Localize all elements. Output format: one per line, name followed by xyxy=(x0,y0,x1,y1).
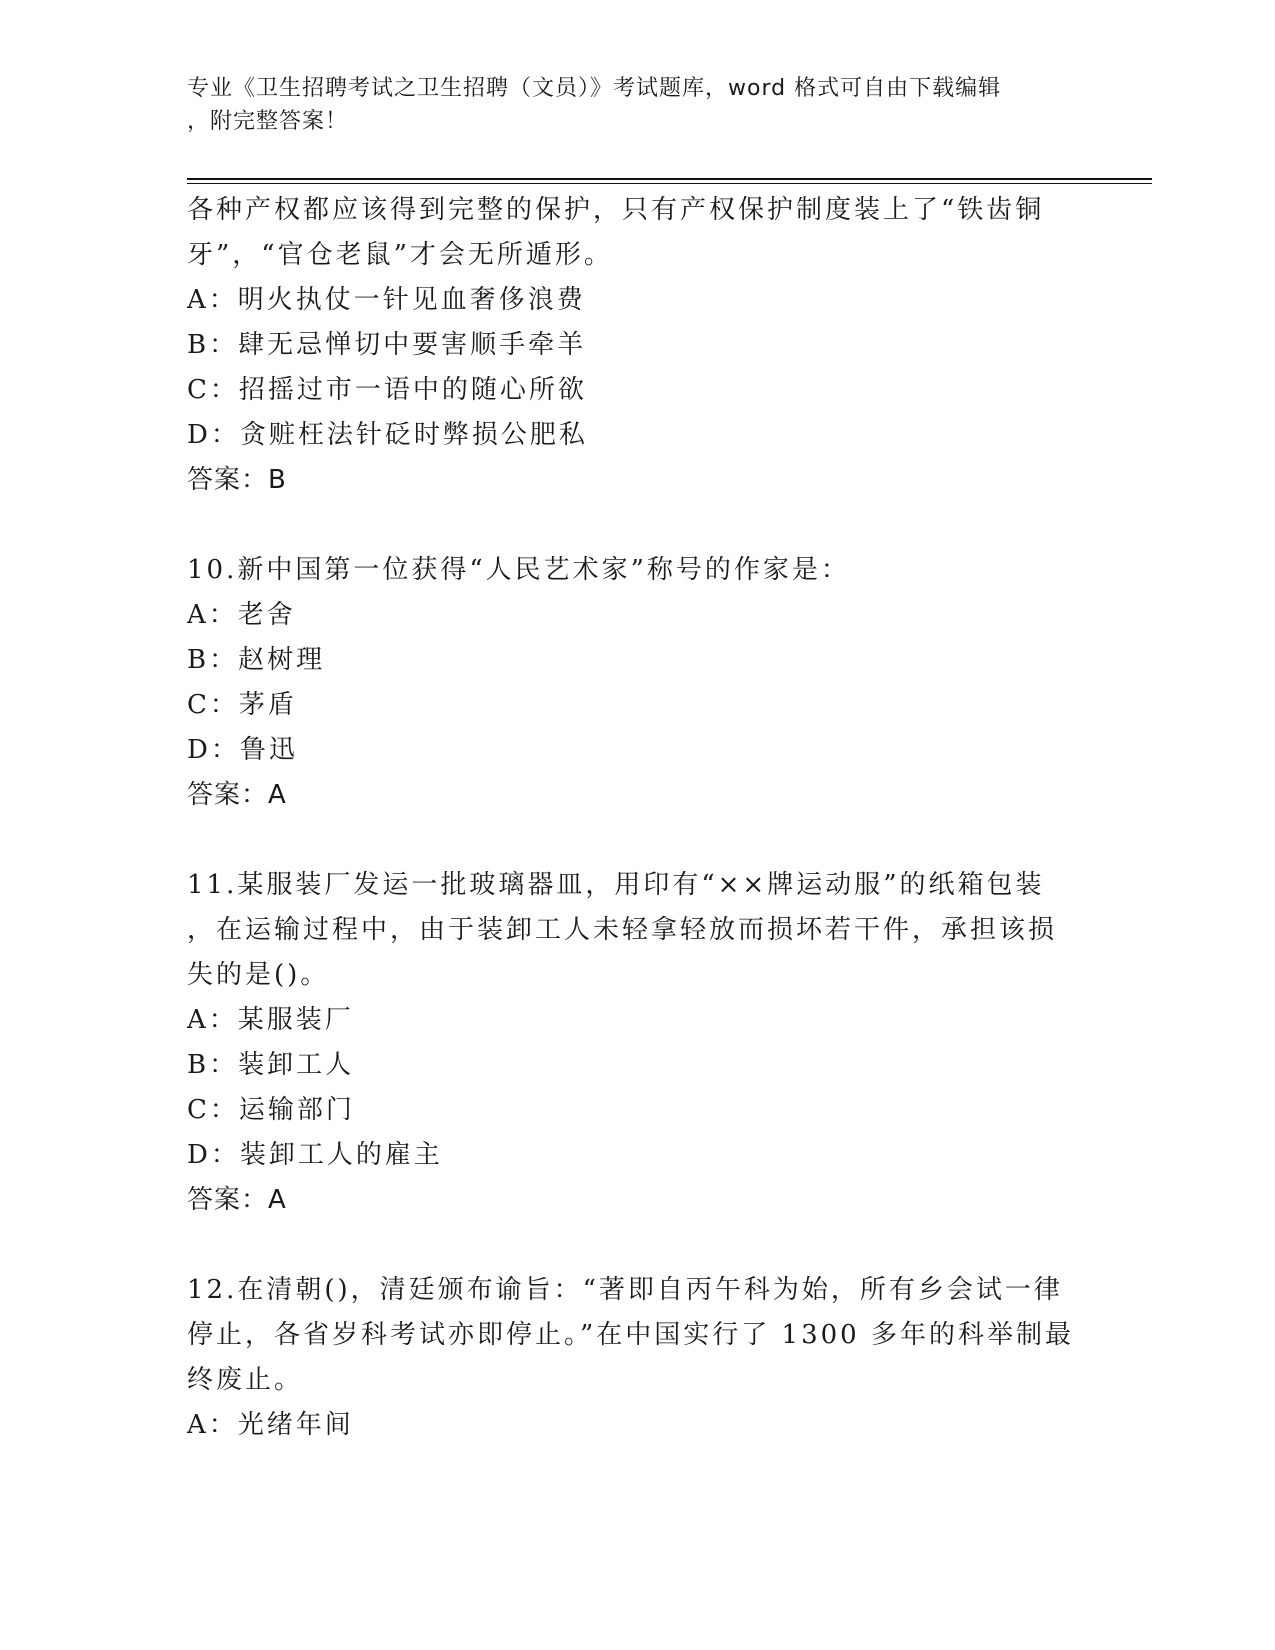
question-9-option-d: D：贪赃枉法针砭时弊损公肥私 xyxy=(187,420,588,450)
question-12-stem-line-2: 停止，各省岁科考试亦即停止。”在中国实行了 1300 多年的科举制最 xyxy=(187,1320,1074,1350)
question-11-stem-line-2: ，在运输过程中，由于装卸工人未轻拿轻放而损坏若干件，承担该损 xyxy=(187,915,1058,945)
question-12-stem-line-1: 12.在清朝()，清廷颁布谕旨：“著即自丙午科为始，所有乡会试一律 xyxy=(187,1275,1063,1305)
question-11-option-d: D：装卸工人的雇主 xyxy=(187,1140,443,1170)
header-line-1: 专业《卫生招聘考试之卫生招聘（文员）》考试题库，word 格式可自由下载编辑 xyxy=(187,76,1002,101)
question-11-answer: 答案：A xyxy=(187,1185,287,1215)
document-header xyxy=(187,72,1067,138)
header-divider-thick xyxy=(187,178,1152,180)
question-9-option-a: A：明火执仗一针见血奢侈浪费 xyxy=(187,285,586,315)
question-10-answer: 答案：A xyxy=(187,780,287,810)
question-10-option-b: B：赵树理 xyxy=(187,645,326,675)
question-11-stem-line-1: 11.某服装厂发运一批玻璃器皿，用印有“××牌运动服”的纸箱包装 xyxy=(187,870,1045,900)
spacer xyxy=(187,818,1087,863)
question-9 xyxy=(187,188,1087,503)
question-9-option-b: B：肆无忌惮切中要害顺手牵羊 xyxy=(187,330,587,360)
question-10-option-a: A：老舍 xyxy=(187,600,296,630)
question-10-option-c: C：茅盾 xyxy=(187,690,297,720)
question-9-stem-line-1: 各种产权都应该得到完整的保护，只有产权保护制度装上了“铁齿铜 xyxy=(187,195,1045,225)
spacer xyxy=(187,1223,1087,1268)
question-11-option-a: A：某服装厂 xyxy=(187,1005,354,1035)
question-9-stem-line-2: 牙”，“官仓老鼠”才会无所遁形。 xyxy=(187,240,613,270)
header-divider-thin xyxy=(187,183,1152,184)
question-list xyxy=(187,188,1087,1448)
question-11-stem-line-3: 失的是()。 xyxy=(187,960,330,990)
question-12-option-a: A：光绪年间 xyxy=(187,1410,354,1440)
question-10-stem-line-1: 10.新中国第一位获得“人民艺术家”称号的作家是： xyxy=(187,555,850,585)
question-11-option-b: B：装卸工人 xyxy=(187,1050,355,1080)
header-line-2: ，附完整答案！ xyxy=(187,109,349,134)
question-11 xyxy=(187,863,1087,1223)
question-11-option-c: C：运输部门 xyxy=(187,1095,355,1125)
question-10 xyxy=(187,548,1087,818)
question-12 xyxy=(187,1268,1087,1448)
question-9-option-c: C：招摇过市一语中的随心所欲 xyxy=(187,375,587,405)
question-9-answer: 答案：B xyxy=(187,465,287,495)
question-10-option-d: D：鲁迅 xyxy=(187,735,298,765)
question-12-stem-line-3: 终废止。 xyxy=(187,1365,304,1395)
spacer xyxy=(187,503,1087,548)
